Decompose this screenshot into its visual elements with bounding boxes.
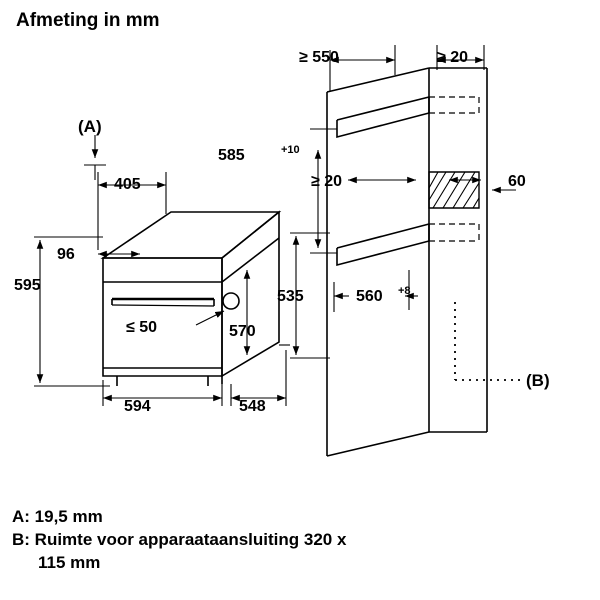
legend-line-a: A: 19,5 mm [12, 507, 103, 526]
legend-line-b: B: Ruimte voor apparaataansluiting 320 x [12, 530, 347, 549]
dim-side-20-label: ≥ 20 [311, 173, 343, 190]
dim-96-label: 96 [57, 246, 75, 263]
dim-585-label: 585 [218, 147, 245, 164]
page-title: Afmeting in mm [16, 10, 160, 31]
dim-560-sup-label: +8 [398, 285, 411, 297]
legend-line-b-cont: 115 mm [38, 553, 101, 572]
dim-595-label: 595 [14, 277, 41, 294]
dim-550-label: ≥ 550 [299, 49, 339, 66]
oven-outline [103, 212, 279, 386]
oven-dimension-lines [34, 135, 330, 406]
dim-560-label: 560 [356, 288, 383, 305]
cabinet-dimension-labels [218, 49, 550, 390]
dim-door-gap-label: ≤ 50 [126, 319, 158, 336]
marker-b-label: (B) [526, 371, 550, 390]
dim-535-label: 535 [277, 288, 304, 305]
dim-594-label: 594 [124, 398, 151, 415]
dim-585-sup-label: +10 [281, 144, 300, 156]
cabinet-outline [327, 68, 520, 456]
marker-a-label: (A) [78, 117, 102, 136]
legend [12, 505, 592, 574]
oven-dimension-labels [14, 117, 304, 415]
dim-60-label: 60 [508, 173, 526, 190]
dim-570-label: 570 [229, 323, 256, 340]
dim-548-label: 548 [239, 398, 266, 415]
dim-405-label: 405 [114, 176, 141, 193]
dim-top-right-20-label: ≥ 20 [437, 49, 469, 66]
